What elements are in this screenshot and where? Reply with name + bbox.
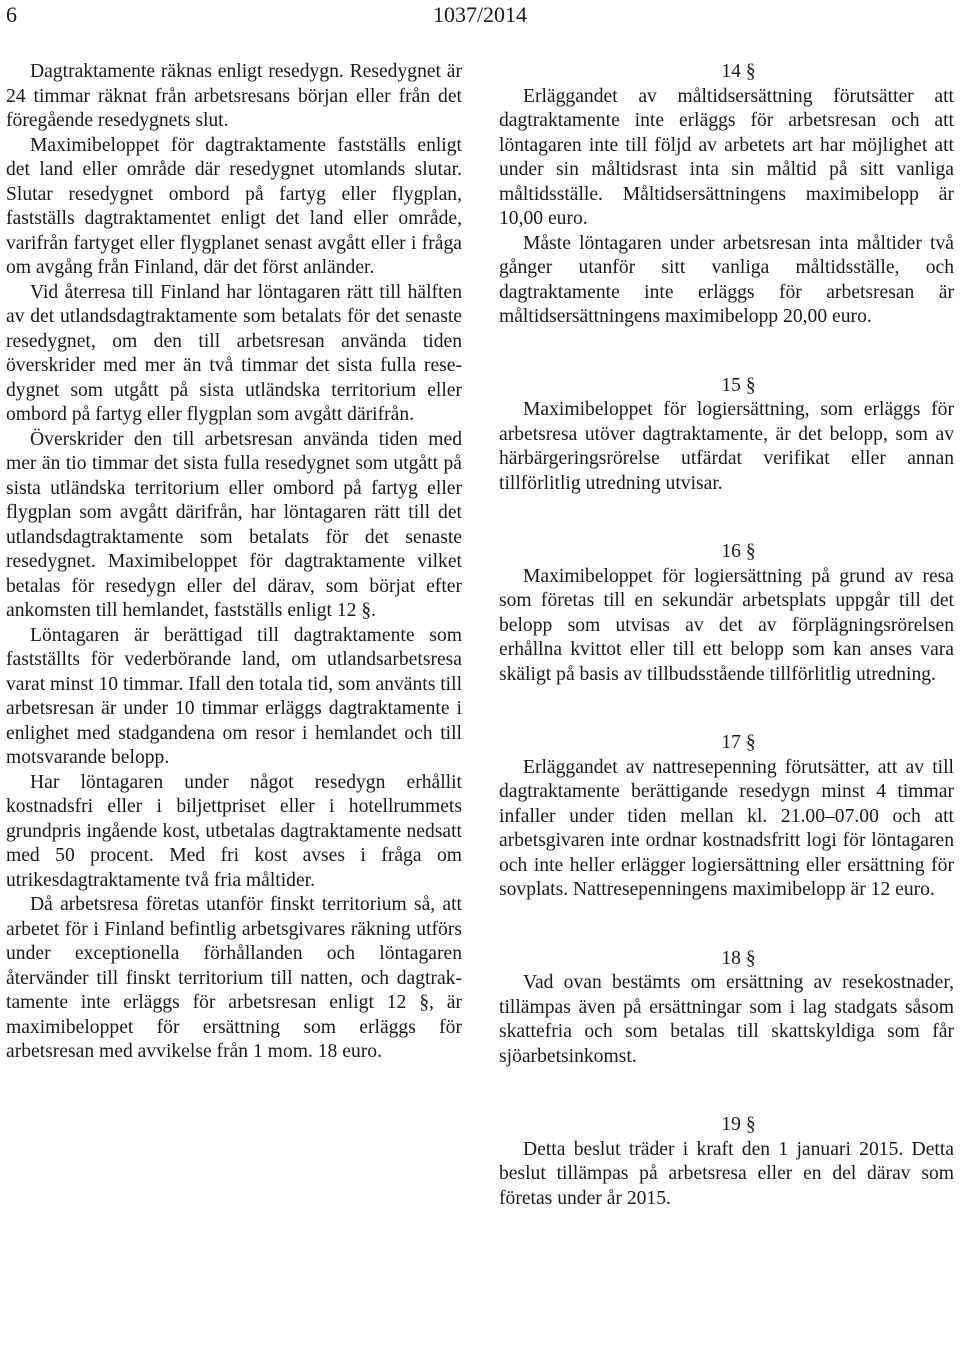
paragraph: Löntagaren är berättigad till dagtraktamente som fastställts för vederbörande land, om utlandsarbetsresa varat minst 10 timmar. Ifall den totala tid, som använts till arbetsresan är under 10 timmar erläggs dagtraktamente i enlighet med stadgandena om resor i hemlandet och till motsvarande belopp. — [6, 624, 463, 768]
paragraph: Maximibeloppet för dagtraktamente fastställs enligt det land eller område där resedygnet utomlands slutar. Slutar resedygnet ombord på fartyg eller flygplan, fastställs dagtraktamentet enligt det land eller område, varifrån fartyget eller flygplanet senast avgått eller i fråga om avgång från Finland, där det först anländer. — [6, 134, 462, 278]
section-heading: 19 § — [721, 1114, 756, 1135]
page-number: 6 — [6, 2, 17, 27]
section-17 — [499, 731, 954, 903]
paragraph: Maximibeloppet för logiersättning, som erläggs för arbetsresa utöver dagtraktamente, är det belopp, som av härbärgeringsrörelse utfärdat verifikat eller annan tillförlitlig utredning utvisar. — [499, 399, 954, 494]
page-header — [0, 0, 960, 36]
section-19 — [499, 1113, 954, 1211]
paragraph: Har löntagaren under något resedygn erhållit kostnadsfri eller i biljettpriset eller i hotellrummets grundpris ingående kost, utbetalas dagtraktamente nedsatt med 50 procent. Med fri kost avses i fråga om utrikesdagtraktamente två fria måltider. — [6, 771, 462, 891]
paragraph: Dagtraktamente räknas enligt resedygn. Resedygnet är 24 timmar räknat från arbetsresans början eller från det föregående resedygnets slut. — [6, 61, 462, 131]
document-number: 1037/2014 — [432, 2, 528, 27]
paragraph: Överskrider den till arbetsresan använda tiden med mer än tio timmar det sista fulla resedygnet som utgått på sista utländska territorium eller ombord på fartyg eller flygplan som avgått därifrån, har löntagaren rätt till det utlandsdagtraktamente som betalats för det senaste resedygnet. Maximibeloppet för dagtraktamente vilket betalas för resedygn eller del därav, som börjat efter ankomsten till hemlandet, fastställs enligt 12 §. — [6, 428, 462, 621]
section-heading: 14 § — [721, 61, 756, 82]
section-heading: 16 § — [721, 541, 756, 562]
section-14 — [499, 60, 954, 330]
section-16 — [499, 540, 954, 687]
section-heading: 17 § — [721, 732, 756, 753]
paragraph: Måste löntagaren under arbetsresan inta måltider två gånger utanför sitt vanliga måltidsställe, och dagtraktamente inte erläggs för arbetsresan är måltidsersättningens maximibelopp 20,00 euro. — [499, 232, 954, 327]
section-15 — [499, 374, 954, 497]
paragraph: Erläggandet av måltidsersättning förutsätter att dagtraktamente inte erläggs för arbetsresan och att löntagaren inte till följd av arbetets art har möjlighet att under sin måltidsrast inta sin måltid på sitt vanliga måltidsställe. Måltidsersättningens maximibelopp är 10,00 euro. — [499, 85, 954, 229]
paragraph: Vad ovan bestämts om ersättning av resekostnader, tillämpas även på ersättningar som i lag stadgats såsom skattefria och som betalas till skattskyldiga som får sjöarbetsinkomst. — [499, 972, 954, 1067]
section-heading: 15 § — [721, 374, 756, 396]
section-18 — [499, 947, 954, 1070]
paragraph: Maximibeloppet för logiersättning på grund av resa som företas till en sekundär arbetsplats uppgår till det belopp som utvisas av det av förplägningsrörelsen erhållna kvittot eller till ett belopp som kan anses vara skäligt på basis av tillbudsstående tillförlitlig utredning. — [499, 565, 954, 685]
left-column — [6, 60, 462, 1065]
paragraph: Detta beslut träder i kraft den 1 januari 2015. Detta beslut tillämpas på arbetsresa eller en del därav som företas under år 2015. — [499, 1138, 954, 1209]
paragraph: Vid återresa till Finland har löntagaren rätt till hälften av det utlandsdagtraktamente som betalats för det senaste resedygnet, om den till arbetsresan använda tiden överskrider med mer än två timmar det sista fulla resedygnet som utgått på sista utländska territorium eller ombord på fartyg eller flygplan som avgått därifrån. — [6, 281, 462, 425]
section-heading: 18 § — [721, 947, 756, 969]
paragraph: Erläggandet av nattresepenning förutsätter, att av till dagtraktamente berättigande resedygn minst 4 timmar infaller under tiden mellan kl. 21.00–07.00 och att arbetsgivaren inte ordnar kostnadsfritt logi för löntagaren och inte heller erlägger logiersättning eller ersättning för sovplats. Nattresepenningens maximibelopp är 12 euro. — [499, 756, 954, 900]
right-column — [499, 60, 954, 1211]
paragraph: Då arbetsresa företas utanför finskt territorium så, att arbetet för i Finland befintlig arbetsgivares räkning utförs under exceptionella förhållanden och löntagaren återvänder till finskt territorium till natten, och dagtraktamente inte erläggs för arbetsresan enligt 12 §, är maximibeloppet för ersättning som erläggs för arbetsresan med avvikelse från 1 mom. 18 euro. — [6, 894, 462, 1062]
